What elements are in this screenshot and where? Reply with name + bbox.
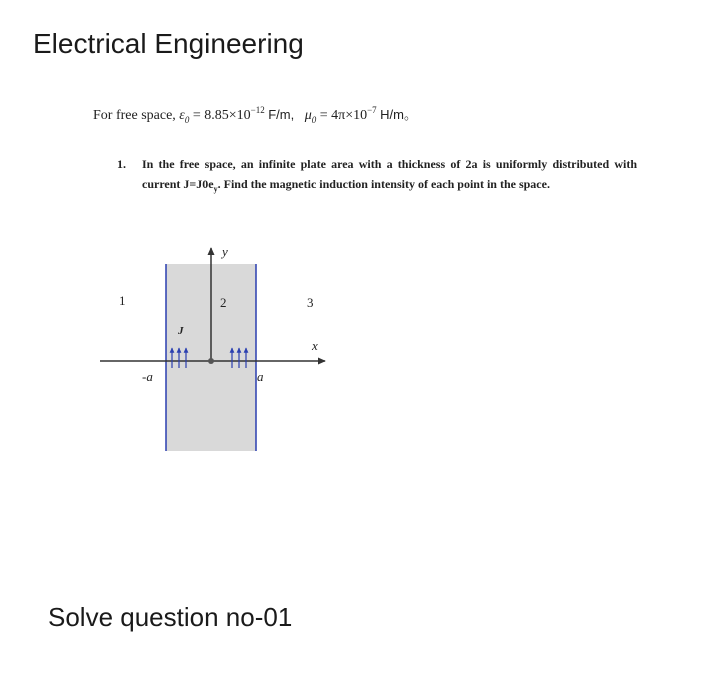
plate-diagram (100, 238, 340, 463)
free-space-constants (93, 104, 417, 124)
y-axis-label: y (222, 244, 228, 259)
constants-prefix: For free space, (93, 108, 176, 123)
question-number: 1. (117, 157, 126, 171)
left-tick-label: -a (142, 369, 153, 384)
epsilon-unit: F/m, (268, 107, 295, 122)
region-1-label: 1 (119, 293, 126, 308)
mu-unit: H/m。 (380, 107, 418, 122)
epsilon-exponent: −12 (250, 105, 265, 115)
mu-exponent: −7 (367, 105, 377, 115)
page-title: Electrical Engineering (33, 28, 304, 59)
question-1 (117, 154, 637, 194)
epsilon-value: = 8.85×10 (192, 108, 251, 123)
region-2-label: 2 (220, 295, 227, 310)
epsilon-symbol: $\varepsilon_0$ (179, 108, 190, 125)
mu-symbol: $\mu_0$ (304, 108, 317, 125)
question-text: In the free space, an infinite plate area with a thickness of 2a is uniformly distributed with current $J=J0e_y$. Find the magnetic induction intensity of each point in the space. (142, 157, 637, 194)
current-label: J (178, 325, 184, 337)
mu-value: = 4π×10 (319, 108, 368, 123)
instruction-text: Solve question no-01 (48, 602, 293, 632)
region-3-label: 3 (307, 295, 314, 310)
right-tick-label: a (257, 369, 264, 384)
x-axis-label: x (312, 338, 318, 353)
